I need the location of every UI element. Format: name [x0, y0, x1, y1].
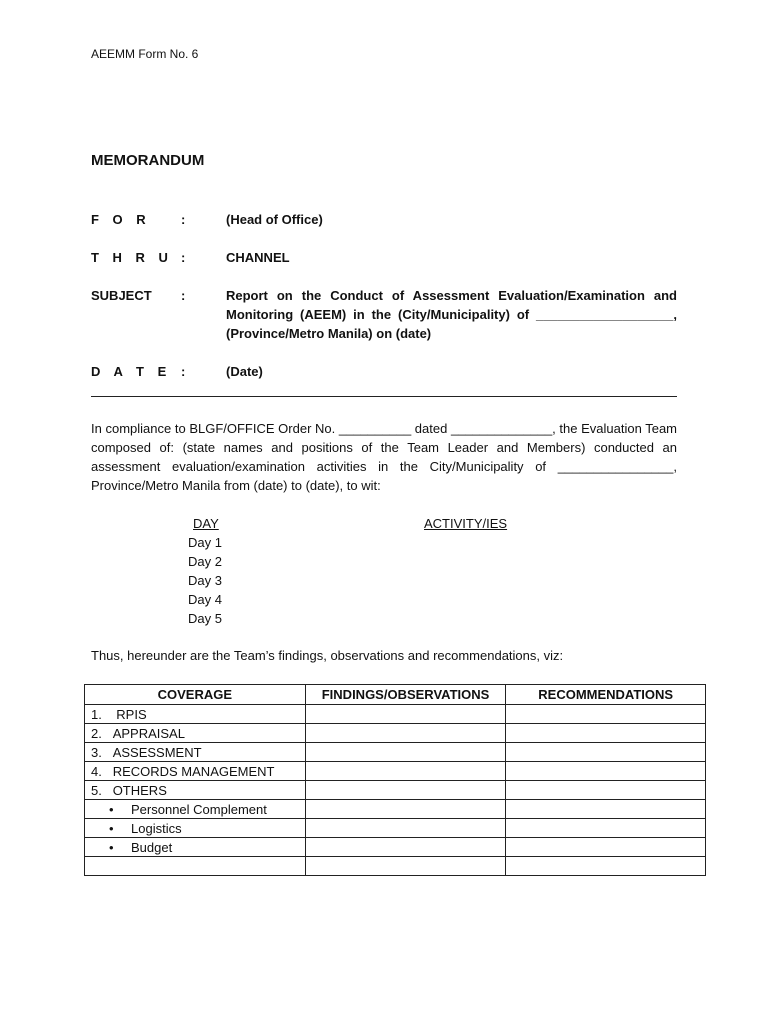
coverage-cell: [85, 781, 306, 800]
day-item: Day 1: [188, 535, 222, 550]
recommendations-cell[interactable]: [506, 857, 706, 876]
thru-value: CHANNEL: [226, 250, 290, 265]
recommendations-cell[interactable]: [506, 743, 706, 762]
findings-table: [84, 684, 706, 876]
findings-cell[interactable]: [305, 705, 506, 724]
thru-label: T H R U: [91, 250, 173, 265]
recommendations-cell[interactable]: [506, 705, 706, 724]
row-label: ASSESSMENT: [112, 744, 202, 760]
coverage-cell: [85, 743, 306, 762]
table-row: [85, 743, 706, 762]
subject-label: SUBJECT: [91, 288, 152, 303]
table-header-row: [85, 685, 706, 705]
compliance-paragraph: In compliance to BLGF/OFFICE Order No. __________ dated ______________, the Evaluation Team composed of: (state names and positions of the Team Leader and Members) conducted an assessment evaluation/examination activities in the City/Municipality of ________________, Province/Metro Manila from (date) to (date), to wit:: [91, 421, 677, 493]
row-number: 1.: [91, 706, 102, 722]
table-row: [85, 838, 706, 857]
coverage-cell: [85, 705, 306, 724]
subject-value: Report on the Conduct of Assessment Evaluation/Examination and Monitoring (AEEM) in the (City/Municipality) of ___________________, (Province/Metro Manila) on (date): [226, 288, 677, 341]
row-number: 3.: [91, 744, 102, 760]
row-label: RPIS: [116, 706, 147, 722]
coverage-cell: [85, 819, 306, 838]
findings-cell[interactable]: [305, 819, 506, 838]
coverage-cell: [85, 800, 306, 819]
findings-cell[interactable]: [305, 724, 506, 743]
recommendations-cell[interactable]: [506, 819, 706, 838]
header-divider: [91, 396, 677, 397]
coverage-header: COVERAGE: [85, 685, 306, 705]
findings-cell[interactable]: [305, 781, 506, 800]
findings-cell[interactable]: [305, 743, 506, 762]
findings-cell[interactable]: [305, 838, 506, 857]
thru-colon: :: [181, 250, 186, 265]
date-value: (Date): [226, 364, 263, 379]
date-label: D A T E: [91, 364, 172, 379]
findings-cell[interactable]: [305, 857, 506, 876]
row-label: APPRAISAL: [112, 725, 185, 741]
subject-colon: :: [181, 288, 186, 303]
coverage-cell: [85, 762, 306, 781]
sub-row-label: Personnel Complement: [131, 801, 267, 817]
row-label: RECORDS MANAGEMENT: [112, 763, 275, 779]
row-number: 5.: [91, 782, 102, 798]
table-row: [85, 819, 706, 838]
bullet-icon: •: [109, 801, 114, 817]
sub-row-label: Logistics: [131, 820, 182, 836]
for-label: F O R: [91, 212, 151, 227]
coverage-cell: [85, 724, 306, 743]
recommendations-cell[interactable]: [506, 800, 706, 819]
findings-cell[interactable]: [305, 800, 506, 819]
day-item: Day 3: [188, 573, 222, 588]
for-colon: :: [181, 212, 186, 227]
bullet-icon: •: [109, 820, 114, 836]
recommendations-cell[interactable]: [506, 724, 706, 743]
recommendations-cell[interactable]: [506, 838, 706, 857]
coverage-cell[interactable]: [85, 857, 306, 876]
findings-header: FINDINGS/OBSERVATIONS: [305, 685, 506, 705]
activity-header: ACTIVITY/IES: [424, 516, 508, 531]
table-row: [85, 762, 706, 781]
day-item: Day 2: [188, 554, 222, 569]
table-row: [85, 781, 706, 800]
for-value: (Head of Office): [226, 212, 323, 227]
table-row-empty: [85, 857, 706, 876]
sub-row-label: Budget: [131, 839, 173, 855]
day-list: [188, 514, 222, 628]
date-colon: :: [181, 364, 186, 379]
memo-title: MEMORANDUM: [91, 152, 205, 169]
recommendations-cell[interactable]: [506, 762, 706, 781]
table-row: [85, 724, 706, 743]
day-header: DAY: [193, 516, 219, 531]
row-label: OTHERS: [112, 782, 167, 798]
coverage-cell: [85, 838, 306, 857]
findings-cell[interactable]: [305, 762, 506, 781]
row-number: 2.: [91, 725, 102, 741]
row-number: 4.: [91, 763, 102, 779]
findings-intro: Thus, hereunder are the Team’s findings, observations and recommendations, viz:: [91, 648, 564, 663]
day-item: Day 4: [188, 592, 222, 607]
recommendations-cell[interactable]: [506, 781, 706, 800]
form-number: AEEMM Form No. 6: [91, 47, 199, 61]
day-item: Day 5: [188, 611, 222, 626]
bullet-icon: •: [109, 839, 114, 855]
table-row: [85, 705, 706, 724]
table-row: [85, 800, 706, 819]
recommendations-header: RECOMMENDATIONS: [506, 685, 706, 705]
